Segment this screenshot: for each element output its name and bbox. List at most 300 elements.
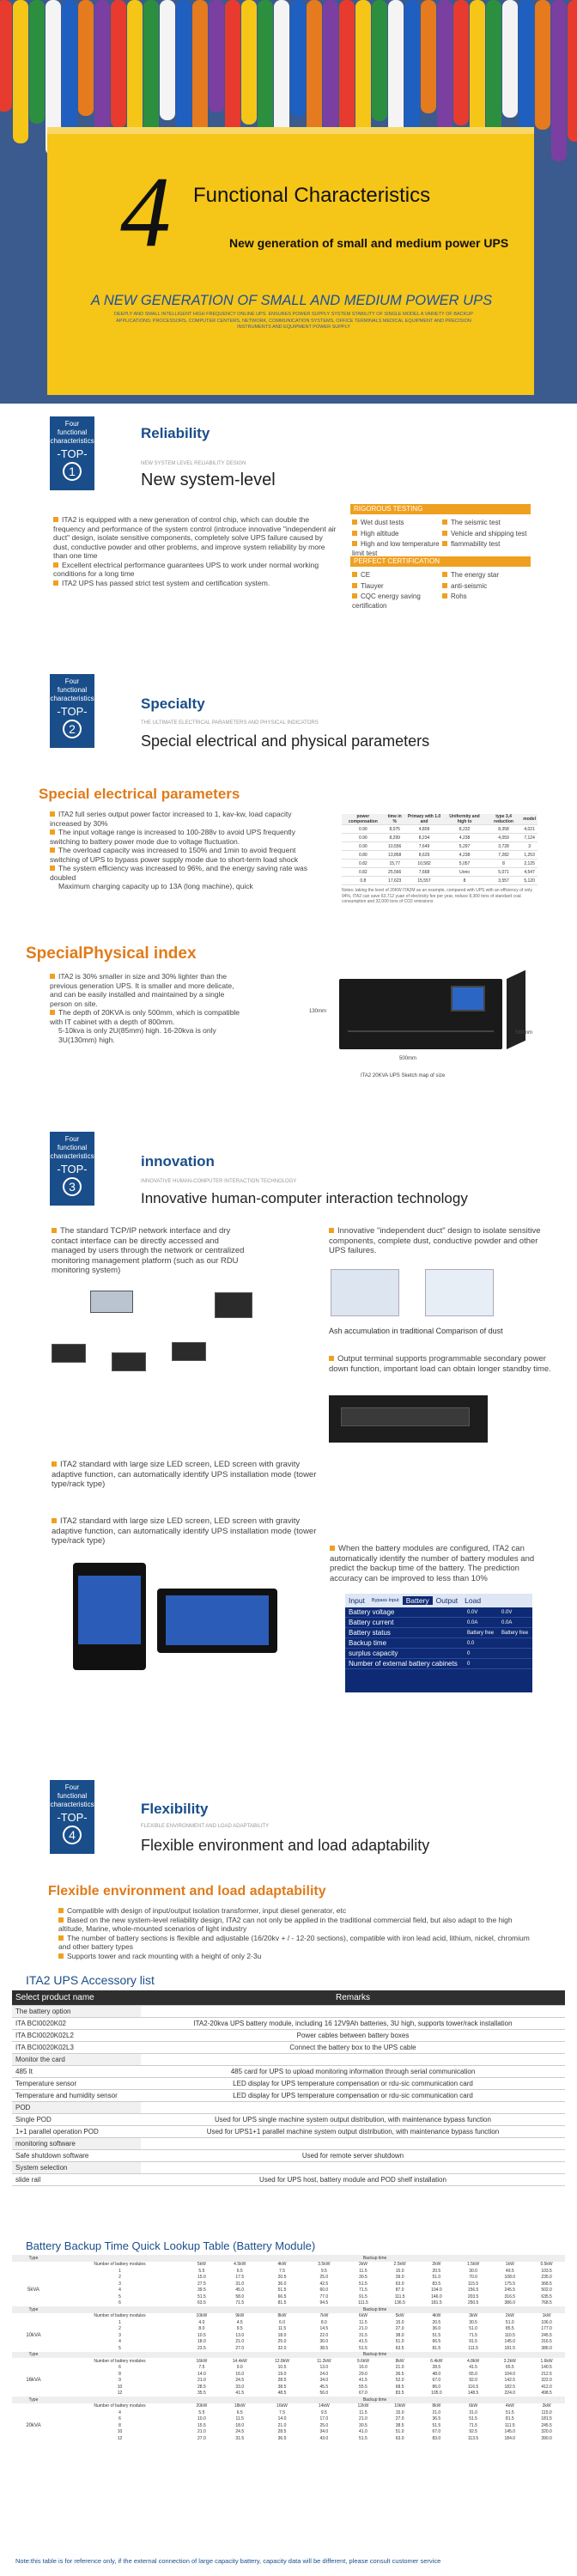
backup-cell: 60.0 bbox=[319, 2287, 329, 2293]
backup-cell: 66.5 bbox=[277, 2293, 287, 2300]
panel-row bbox=[345, 1618, 532, 1628]
flex-bullet-1: Compatible with design of input/output isolation transformer, input diesel generator, etc bbox=[58, 1906, 539, 1916]
top1-small: NEW SYSTEM LEVEL RELIABILITY DESIGN bbox=[141, 461, 246, 466]
backup-cell: 212.5 bbox=[541, 2371, 552, 2377]
backup-head-cell bbox=[55, 2306, 185, 2313]
backup-cell: 41.0 bbox=[359, 2429, 367, 2435]
accessory-cell bbox=[141, 2137, 565, 2149]
backup-cell: 92.0 bbox=[469, 2378, 477, 2384]
backup-cell: 184.0 bbox=[504, 2435, 516, 2441]
spec-cell: 8,299 bbox=[385, 834, 405, 842]
phys-bullets bbox=[50, 972, 247, 1044]
backup-cell: 1 bbox=[118, 2319, 121, 2325]
dim-height: 130mm bbox=[309, 1009, 327, 1014]
backup-cell: 70.0 bbox=[469, 2275, 477, 2281]
rack-image bbox=[172, 1342, 206, 1361]
rack-image bbox=[52, 1344, 86, 1363]
accessory-cell bbox=[141, 2101, 565, 2113]
backup-cell: 41.5 bbox=[359, 2339, 367, 2345]
backup-table bbox=[12, 2255, 565, 2442]
cable-wire bbox=[535, 0, 550, 130]
accessory-row bbox=[12, 2101, 565, 2113]
backup-cell: 316.5 bbox=[541, 2339, 552, 2345]
elec-bullet-1: ITA2 full series output power factor increased to 1, kav-kw, load capacity increased by 30% bbox=[50, 810, 325, 828]
backup-cell: 13.0 bbox=[235, 2332, 245, 2338]
spec-cell: 4,021 bbox=[521, 825, 538, 834]
backup-cell: 71.5 bbox=[235, 2300, 245, 2306]
backup-cell: 27.0 bbox=[395, 2326, 404, 2332]
accessory-cell: Used for remote server shutdown bbox=[141, 2149, 565, 2161]
backup-cell: 142.5 bbox=[504, 2378, 516, 2384]
backup-cell: 181.5 bbox=[431, 2300, 442, 2306]
cable-wire bbox=[372, 0, 387, 121]
top4-badge bbox=[50, 1780, 94, 1854]
backup-row bbox=[12, 2416, 565, 2423]
spec-cell: 3 bbox=[521, 842, 538, 851]
spec-cell: 8,232 bbox=[443, 825, 486, 834]
rack-image bbox=[112, 1352, 146, 1371]
backup-cell: 51.5 bbox=[432, 2422, 441, 2428]
backup-cell: 250.5 bbox=[467, 2300, 479, 2306]
panel-tab[interactable]: Load bbox=[465, 1596, 482, 1605]
panel-cell bbox=[498, 1649, 532, 1659]
spec-cell: 25,566 bbox=[385, 868, 405, 877]
panel-cell: Battery free bbox=[498, 1628, 532, 1638]
accessory-cell: Connect the battery box to the UPS cable bbox=[141, 2041, 565, 2053]
backup-cell: 10 bbox=[117, 2429, 123, 2435]
backup-cell: 15.0 bbox=[197, 2275, 206, 2281]
backup-cell: 635.5 bbox=[541, 2293, 552, 2300]
spec-row bbox=[342, 851, 538, 860]
accessory-row bbox=[12, 2029, 565, 2041]
top3-badge bbox=[50, 1132, 94, 1206]
panel-cell: Battery free bbox=[464, 1628, 498, 1638]
backup-load-cell: 3.5kW bbox=[318, 2262, 331, 2268]
cable-wire bbox=[13, 0, 28, 143]
test-item: High and low temperature limit test bbox=[352, 540, 442, 558]
backup-cell: 105.0 bbox=[431, 2391, 442, 2397]
backup-cell: 30.5 bbox=[359, 2422, 367, 2428]
phys-bullet-3: 5-10kva is only 2U(85mm) high. 16-20kva is only 3U(130mm) high. bbox=[58, 1026, 216, 1044]
accessory-title: ITA2 UPS Accessory list bbox=[26, 1973, 155, 1987]
top1-number: 1 bbox=[63, 462, 82, 481]
dust-image-traditional bbox=[331, 1269, 399, 1316]
backup-cell: 320.0 bbox=[541, 2429, 552, 2435]
accessory-row bbox=[12, 2161, 565, 2173]
backup-cell: 94.5 bbox=[319, 2300, 329, 2306]
accessory-header-cell: Remarks bbox=[141, 1990, 565, 2005]
backup-cell: 10 bbox=[117, 2384, 123, 2390]
backup-cell: 104.0 bbox=[431, 2287, 442, 2293]
spec-cell: 3,728 bbox=[486, 842, 521, 851]
spec-cell: 4,059 bbox=[486, 834, 521, 842]
accessory-cell: 1+1 parallel operation POD bbox=[12, 2125, 141, 2137]
backup-cell: 5.5 bbox=[198, 2268, 205, 2274]
panel-cell: 0 bbox=[464, 1659, 498, 1669]
panel-cell bbox=[498, 1659, 532, 1669]
top2-top-label: -TOP- bbox=[57, 705, 88, 718]
backup-cell: 65.5 bbox=[505, 2365, 514, 2371]
accessory-cell bbox=[141, 2161, 565, 2173]
backup-cell: 7.5 bbox=[279, 2409, 285, 2415]
accessory-cell: 485 It bbox=[12, 2065, 141, 2077]
cable-wire bbox=[404, 0, 420, 133]
backup-table-inner bbox=[12, 2255, 565, 2442]
top3-title: innovation bbox=[141, 1153, 215, 1170]
backup-type-cell bbox=[12, 2391, 55, 2397]
backup-cell: 51.5 bbox=[432, 2332, 441, 2338]
backup-load-cell: 4kW bbox=[277, 2262, 287, 2268]
panel-tab[interactable]: Battery bbox=[403, 1596, 433, 1605]
innov-bullet-3-wrap bbox=[329, 1354, 552, 1374]
backup-cell: 502.0 bbox=[541, 2287, 552, 2293]
backup-cell: 20.5 bbox=[432, 2319, 441, 2325]
backup-cell: 34.0 bbox=[319, 2378, 329, 2384]
backup-cell: 5 bbox=[118, 2345, 121, 2351]
backup-cell: 38.5 bbox=[395, 2422, 404, 2428]
accessory-row bbox=[12, 2017, 565, 2029]
backup-cell: 51.5 bbox=[359, 2435, 367, 2441]
accessory-row bbox=[12, 2113, 565, 2125]
cable-wire bbox=[225, 0, 240, 144]
backup-row bbox=[12, 2332, 565, 2339]
top1-bullet-3: ITA2 UPS has passed strict test system and certification system. bbox=[53, 579, 340, 588]
backup-type-cell bbox=[12, 2293, 55, 2300]
phys-bullet-1: ITA2 is 30% smaller in size and 30% lighter than the previous generation UPS. It is smaller and more delicate, and can be easily installed and maintained by a single person on site. bbox=[50, 972, 247, 1008]
innov-bullet-1-wrap bbox=[52, 1226, 249, 1276]
backup-load-cell: 3kW bbox=[358, 2262, 367, 2268]
backup-cell: 18.0 bbox=[197, 2339, 206, 2345]
accessory-cell: Temperature sensor bbox=[12, 2077, 141, 2089]
top3-badge-text: Four functional characteristics bbox=[50, 1135, 94, 1160]
top3-small: INNOVATIVE HUMAN-COMPUTER INTERACTION TECHNOLOGY bbox=[141, 1179, 297, 1184]
cert-item: CE bbox=[352, 571, 442, 580]
cable-wire bbox=[421, 0, 436, 113]
backup-cell: 22.0 bbox=[319, 2332, 329, 2338]
cert-item: Rohs bbox=[442, 592, 532, 611]
backup-row bbox=[12, 2326, 565, 2333]
backup-cell: 20.5 bbox=[432, 2268, 441, 2274]
top4-title: Flexibility bbox=[141, 1801, 209, 1817]
hero-blurb: DEEPLY AND SMALL INTELLIGENT HIGH FREQUENCY ONLINE UPS. ENSURES POWER SUPPLY SYSTEM STABILITY OF SINGLE MODEL A VARIETY OF BACKUP APPLICATIONS: PROCESSORS, COMPUTER CENTERS, NETWORK, COMMUNICATION SYSTEMS, OFFICE TERMINALS MEDICAL EQUIPMENT AND PRECISION INSTRUMENTS AND EQUIPMENT POWER SUPPLY bbox=[114, 312, 473, 330]
backup-cell: 145.0 bbox=[504, 2339, 516, 2345]
accessory-row bbox=[12, 2149, 565, 2161]
backup-head-row bbox=[12, 2397, 565, 2403]
top3-top-label: -TOP- bbox=[57, 1163, 88, 1176]
backup-type-cell bbox=[12, 2268, 55, 2275]
backup-cell: 51.0 bbox=[469, 2326, 477, 2332]
backup-type-cell bbox=[12, 2339, 55, 2346]
backup-cell: 29.0 bbox=[359, 2371, 367, 2377]
backup-cell: 41.5 bbox=[359, 2378, 367, 2384]
backup-cell: 67.0 bbox=[359, 2391, 367, 2397]
backup-head-cell bbox=[55, 2255, 185, 2262]
backup-head-cell: Type bbox=[12, 2397, 55, 2403]
backup-cell: 3 bbox=[118, 2281, 121, 2287]
backup-cell: 31.5 bbox=[235, 2435, 245, 2441]
backup-load-cell: 6kW bbox=[469, 2403, 478, 2409]
top4-top-label: -TOP- bbox=[57, 1811, 88, 1824]
backup-cell: 28.5 bbox=[197, 2384, 206, 2390]
backup-row bbox=[12, 2435, 565, 2442]
cable-wire bbox=[568, 0, 577, 142]
backup-type-cell bbox=[12, 2319, 55, 2326]
backup-row bbox=[12, 2300, 565, 2307]
spec-cell: 8 bbox=[486, 860, 521, 868]
backup-cell: 5.5 bbox=[198, 2409, 205, 2415]
backup-cell: 27.0 bbox=[235, 2345, 245, 2351]
backup-load-cell bbox=[12, 2403, 55, 2410]
cable-wire bbox=[111, 0, 126, 128]
backup-cell: 181.5 bbox=[504, 2345, 516, 2351]
test-item: Wet dust tests bbox=[352, 519, 442, 528]
test-item: The seismic test bbox=[442, 519, 532, 528]
backup-head-cell bbox=[55, 2397, 185, 2403]
backup-cell: 203.5 bbox=[467, 2293, 479, 2300]
backup-load-cell: 11.2kW bbox=[317, 2358, 331, 2364]
ups-caption: ITA2 20KVA UPS Sketch map of size bbox=[361, 1073, 446, 1078]
hero-subtitle: New generation of small and medium power UPS bbox=[229, 236, 509, 250]
innov-bullet-1: The standard TCP/IP network interface and dry contact interface can be directly accessed and managed by users through the network or centralized monitoring management platform (such as our RDU monitoring system) bbox=[52, 1226, 249, 1276]
backup-type-cell bbox=[12, 2416, 55, 2423]
top2-badge-text: Four functional characteristics bbox=[50, 677, 94, 702]
spec-cell: 8,629 bbox=[405, 851, 443, 860]
backup-cell: 49.5 bbox=[505, 2268, 514, 2274]
backup-type-cell bbox=[12, 2281, 55, 2287]
hero-title: Functional Characteristics bbox=[193, 184, 431, 207]
spec-cell: 5,071 bbox=[486, 868, 521, 877]
accessory-cell: ITA BCI0020K02L3 bbox=[12, 2041, 141, 2053]
cable-wire bbox=[453, 0, 469, 125]
backup-cell: 51.0 bbox=[395, 2339, 404, 2345]
panel-tab[interactable]: Output bbox=[435, 1596, 459, 1605]
backup-type-cell: 16kVA bbox=[26, 2378, 41, 2384]
backup-load-cell: 5kW bbox=[395, 2313, 404, 2319]
backup-cell: 245.5 bbox=[541, 2422, 552, 2428]
backup-load-cell: Number of battery modules bbox=[94, 2262, 146, 2268]
backup-cell: 5 bbox=[118, 2293, 121, 2300]
top1-title: Reliability bbox=[141, 425, 210, 441]
top1-bullets bbox=[53, 515, 340, 587]
panel-tab[interactable]: Bypass Input bbox=[371, 1598, 399, 1603]
backup-cell: 52.0 bbox=[395, 2378, 404, 2384]
backup-cell: 8.0 bbox=[198, 2326, 205, 2332]
backup-cell: 91.5 bbox=[469, 2339, 477, 2345]
backup-cell: 21.0 bbox=[432, 2409, 441, 2415]
accessory-row bbox=[12, 2173, 565, 2185]
backup-cell: 33.0 bbox=[235, 2384, 245, 2390]
elec-bullet-5: Maximum charging capacity up to 13A (long machine), quick bbox=[58, 882, 253, 890]
backup-cell: 58.0 bbox=[235, 2293, 245, 2300]
backup-cell: 9.5 bbox=[236, 2326, 243, 2332]
backup-row bbox=[12, 2371, 565, 2378]
backup-cell: 63.0 bbox=[395, 2435, 404, 2441]
cable-wire bbox=[551, 0, 567, 161]
backup-cell: 245.5 bbox=[541, 2332, 552, 2338]
backup-cell: 1 bbox=[118, 2268, 121, 2274]
backup-cell: 145.0 bbox=[504, 2429, 516, 2435]
backup-cell: 24.5 bbox=[235, 2378, 245, 2384]
backup-cell: 15.5 bbox=[197, 2422, 206, 2428]
backup-cell: 140.5 bbox=[541, 2365, 552, 2371]
backup-load-row bbox=[12, 2262, 565, 2269]
cable-wire bbox=[437, 0, 452, 145]
backup-cell: 13.0 bbox=[319, 2365, 329, 2371]
accessory-row bbox=[12, 2137, 565, 2149]
backup-cell: 51.5 bbox=[359, 2281, 367, 2287]
backup-cell: 51.0 bbox=[505, 2319, 514, 2325]
test-item: Vehicle and shipping test bbox=[442, 530, 532, 539]
backup-cell: 63.0 bbox=[395, 2281, 404, 2287]
backup-head-row bbox=[12, 2352, 565, 2359]
backup-load-cell: 2.5kW bbox=[393, 2262, 406, 2268]
backup-load-cell: 16kW bbox=[196, 2358, 208, 2364]
spec-row bbox=[342, 834, 538, 842]
backup-load-cell: 8kW bbox=[432, 2403, 441, 2409]
spec-cell: 3,557 bbox=[486, 877, 521, 885]
accessory-cell: ITA BCI0020K02 bbox=[12, 2017, 141, 2029]
accessory-header bbox=[12, 1990, 565, 2005]
spec-table bbox=[342, 814, 538, 885]
backup-load-cell: 2kW bbox=[432, 2262, 441, 2268]
backup-cell: 51.5 bbox=[277, 2287, 287, 2293]
backup-load-cell: 2kW bbox=[505, 2313, 514, 2319]
panel-cell: Battery voltage bbox=[345, 1607, 464, 1618]
backup-row bbox=[12, 2287, 565, 2294]
flex-bullet-2: Based on the new system-level reliability design, ITA2 can not only be applied in the traditional commercial field, but also adapt to the high altitude, Marine, whole-mounted scenarios of light industry bbox=[58, 1916, 539, 1934]
certs-grid bbox=[352, 571, 532, 611]
backup-load-cell: Number of battery modules bbox=[94, 2313, 146, 2319]
top2-title: Specialty bbox=[141, 696, 205, 712]
backup-cell: 28.5 bbox=[277, 2429, 287, 2435]
tests-grid bbox=[352, 519, 532, 558]
spec-cell: Uniformity and high to bbox=[443, 814, 486, 825]
backup-cell: 2 bbox=[118, 2275, 121, 2281]
backup-cell: 56.0 bbox=[319, 2391, 329, 2397]
accessory-cell: System selection bbox=[12, 2161, 141, 2173]
innov-bullet-6: When the battery modules are configured, ITA2 can automatically identify the number of battery modules and predict the backup time of the battery. The prediction accuracy can be improved to less than 10% bbox=[330, 1544, 553, 1583]
backup-cell: 368.5 bbox=[541, 2281, 552, 2287]
backup-cell: 81.5 bbox=[505, 2416, 514, 2422]
backup-cell: 48.5 bbox=[277, 2391, 287, 2397]
backup-head-cell bbox=[55, 2352, 185, 2359]
top4-heading: Flexible environment and load adaptability bbox=[141, 1837, 430, 1854]
backup-cell: 177.0 bbox=[541, 2326, 552, 2332]
backup-cell: 38.0 bbox=[395, 2332, 404, 2338]
backup-cell: 81.5 bbox=[432, 2345, 441, 2351]
backup-load-row bbox=[12, 2403, 565, 2410]
backup-cell: 115.5 bbox=[468, 2281, 479, 2287]
spec-cell: 0.90 bbox=[342, 834, 385, 842]
spec-row bbox=[342, 814, 538, 825]
spec-cell: Uono bbox=[443, 868, 486, 877]
backup-cell: 81.5 bbox=[277, 2300, 287, 2306]
backup-load-cell: 3.2kW bbox=[503, 2358, 516, 2364]
backup-cell: 25.0 bbox=[319, 2275, 329, 2281]
backup-cell: 17.5 bbox=[235, 2275, 245, 2281]
backup-row bbox=[12, 2429, 565, 2436]
panel-cell: Battery current bbox=[345, 1618, 464, 1628]
perfect-certification-label: PERFECT CERTIFICATION bbox=[350, 556, 531, 567]
backup-cell: 32.0 bbox=[277, 2345, 287, 2351]
innov-bullet-2-wrap bbox=[329, 1226, 552, 1256]
spec-cell: 0.90 bbox=[342, 825, 385, 834]
backup-load-cell: 12kW bbox=[357, 2403, 369, 2409]
backup-cell: 36.5 bbox=[432, 2416, 441, 2422]
spec-cell: 10,582 bbox=[405, 860, 443, 868]
backup-head-cell: Type bbox=[12, 2352, 55, 2359]
backup-head-cell: Backup time bbox=[185, 2352, 565, 2359]
panel-row bbox=[345, 1607, 532, 1618]
top1-badge bbox=[50, 416, 94, 490]
panel-cell bbox=[498, 1638, 532, 1649]
top3-number: 3 bbox=[63, 1177, 82, 1196]
accessory-cell: ITA BCI0020K02L2 bbox=[12, 2029, 141, 2041]
top1-bullet-2: Excellent electrical performance guarantees UPS to work under normal working conditions for a long time bbox=[53, 561, 340, 579]
backup-cell: 87.0 bbox=[395, 2287, 404, 2293]
backup-cell: 10.5 bbox=[277, 2365, 287, 2371]
dim-depth: 580mm bbox=[515, 1030, 533, 1036]
spec-cell: power compensation bbox=[342, 814, 385, 825]
backup-type-cell bbox=[12, 2345, 55, 2352]
backup-cell: 148.5 bbox=[467, 2391, 479, 2397]
backup-cell: 386.0 bbox=[504, 2300, 516, 2306]
backup-head-cell: Type bbox=[12, 2255, 55, 2262]
backup-cell: 31.5 bbox=[359, 2332, 367, 2338]
backup-cell: 19.0 bbox=[277, 2371, 287, 2377]
backup-load-cell: 1kW bbox=[542, 2313, 551, 2319]
spec-row bbox=[342, 868, 538, 877]
accessory-header-cell: Select product name bbox=[12, 1990, 141, 2005]
backup-cell: 10.0 bbox=[197, 2416, 206, 2422]
spec-cell: 5,120 bbox=[521, 877, 538, 885]
backup-cell: 83.5 bbox=[395, 2391, 404, 2397]
backup-cell: 245.5 bbox=[504, 2287, 516, 2293]
spec-cell: 0.82 bbox=[342, 868, 385, 877]
backup-load-cell: 3kW bbox=[469, 2313, 478, 2319]
backup-cell: 15.0 bbox=[395, 2268, 404, 2274]
panel-tab[interactable]: Input bbox=[349, 1596, 365, 1605]
innov-bullet-5-wrap bbox=[52, 1516, 318, 1546]
backup-row bbox=[12, 2384, 565, 2391]
backup-head-cell: Type bbox=[12, 2306, 55, 2313]
backup-cell: 6.5 bbox=[236, 2268, 243, 2274]
backup-cell: 11.5 bbox=[359, 2319, 367, 2325]
backup-load-cell: 1.6kW bbox=[540, 2358, 553, 2364]
output-terminal-image bbox=[329, 1395, 488, 1443]
backup-load-cell bbox=[12, 2358, 55, 2365]
spec-cell: 8,358 bbox=[486, 825, 521, 834]
backup-cell: 4 bbox=[118, 2287, 121, 2293]
backup-row bbox=[12, 2422, 565, 2429]
backup-cell: 30.5 bbox=[469, 2319, 477, 2325]
accessory-cell: Used for UPS single machine system output distribution, with maintenance bypass function bbox=[141, 2113, 565, 2125]
backup-cell: 12 bbox=[117, 2435, 123, 2441]
backup-load-cell: 4.5kW bbox=[234, 2262, 246, 2268]
panel-cell: 0.0 bbox=[464, 1638, 498, 1649]
cert-item: Tlauyer bbox=[352, 582, 442, 592]
innov-bullet-3: Output terminal supports programmable secondary power down function, important load can obtain longer standby time. bbox=[329, 1354, 551, 1374]
backup-cell: 108.0 bbox=[504, 2275, 516, 2281]
backup-cell: 111.5 bbox=[394, 2293, 405, 2300]
panel-cell: 0 bbox=[464, 1649, 498, 1659]
spec-row bbox=[342, 860, 538, 868]
backup-cell: 16.0 bbox=[235, 2371, 245, 2377]
elec-bullet-4: The system efficiency was increased to 96%, and the energy saving rate was doubled bbox=[50, 864, 325, 882]
backup-cell: 31.0 bbox=[235, 2281, 245, 2287]
cable-wire bbox=[274, 0, 289, 137]
network-diagram bbox=[52, 1284, 258, 1404]
